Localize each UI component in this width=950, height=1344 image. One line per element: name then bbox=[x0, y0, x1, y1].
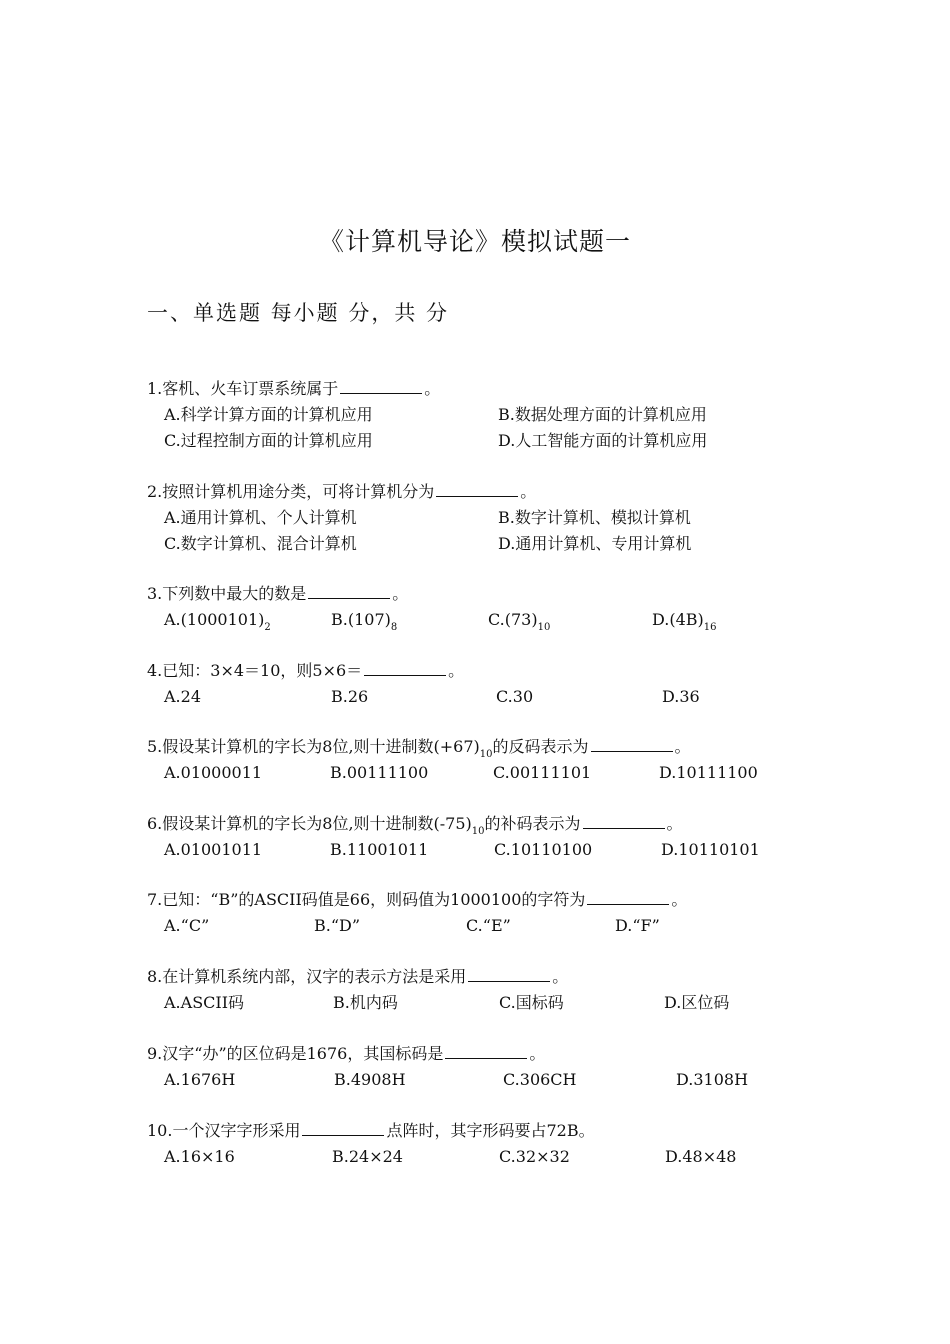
option-a[interactable]: A.16×16 bbox=[164, 1147, 235, 1166]
option-a[interactable]: A.01001011 bbox=[164, 840, 263, 859]
stem-text: 1.客机、火车订票系统属于 bbox=[147, 379, 339, 398]
answer-blank[interactable] bbox=[364, 658, 446, 676]
question-3 bbox=[147, 581, 827, 633]
question-5 bbox=[147, 734, 827, 786]
option-a[interactable]: A.ASCII码 bbox=[164, 993, 245, 1012]
answer-blank[interactable] bbox=[583, 811, 665, 829]
stem-end: 。 bbox=[674, 737, 691, 756]
question-stem bbox=[147, 479, 827, 505]
option-c[interactable]: C.32×32 bbox=[499, 1147, 570, 1166]
page-title: 《计算机导论》模拟试题一 bbox=[318, 227, 631, 256]
stem-end: 。 bbox=[552, 967, 569, 986]
option-a[interactable] bbox=[164, 607, 271, 633]
question-stem bbox=[147, 581, 827, 607]
stem-text: 8.在计算机系统内部，汉字的表示方法是采用 bbox=[147, 967, 467, 986]
base-subscript: 16 bbox=[703, 622, 717, 633]
stem-end: 。 bbox=[529, 1044, 546, 1063]
base-subscript: 2 bbox=[264, 622, 271, 633]
answer-blank[interactable] bbox=[445, 1041, 527, 1059]
answer-blank[interactable] bbox=[587, 887, 669, 905]
stem-text: 3.下列数中最大的数是 bbox=[147, 584, 307, 603]
answer-blank[interactable] bbox=[308, 581, 390, 599]
option-text: C.(73) bbox=[488, 610, 538, 629]
option-c[interactable]: C.00111101 bbox=[493, 763, 592, 782]
answer-blank[interactable] bbox=[591, 734, 673, 752]
option-c[interactable]: C.国标码 bbox=[499, 993, 564, 1012]
stem-text: 10.一个汉字字形采用 bbox=[147, 1121, 301, 1140]
answer-blank[interactable] bbox=[340, 376, 422, 394]
option-d[interactable]: D.10111100 bbox=[659, 763, 758, 782]
stem-text-tail: 的补码表示为 bbox=[484, 814, 581, 833]
question-stem bbox=[147, 658, 827, 684]
option-a[interactable]: A.1676H bbox=[164, 1070, 236, 1089]
option-b[interactable] bbox=[331, 607, 397, 633]
stem-text: 2.按照计算机用途分类，可将计算机分为 bbox=[147, 482, 435, 501]
base-subscript: 10 bbox=[479, 749, 493, 760]
option-d[interactable]: D.3108H bbox=[676, 1070, 749, 1089]
option-a[interactable]: A.01000011 bbox=[164, 763, 263, 782]
option-c[interactable]: C.数字计算机、混合计算机 bbox=[164, 534, 357, 553]
stem-text: 6.假设某计算机的字长为8位,则十进制数(-75) bbox=[147, 814, 472, 833]
option-d[interactable]: D.通用计算机、专用计算机 bbox=[498, 534, 692, 553]
option-a[interactable]: A.“C” bbox=[164, 916, 210, 935]
stem-text: 9.汉字“办”的区位码是1676，其国标码是 bbox=[147, 1044, 444, 1063]
answer-blank[interactable] bbox=[468, 964, 550, 982]
option-b[interactable]: B.00111100 bbox=[330, 763, 429, 782]
option-text: A.(1000101) bbox=[164, 610, 265, 629]
option-b[interactable]: B.“D” bbox=[314, 916, 361, 935]
option-d[interactable]: D.36 bbox=[662, 687, 700, 706]
stem-end: 。 bbox=[671, 890, 688, 909]
section-heading: 一、单选题 每小题 分，共 分 bbox=[147, 301, 450, 325]
option-b[interactable]: B.机内码 bbox=[333, 993, 398, 1012]
stem-text: 4.已知：3×4＝10，则5×6＝ bbox=[147, 661, 363, 680]
stem-text: 5.假设某计算机的字长为8位,则十进制数(+67) bbox=[147, 737, 480, 756]
option-b[interactable]: B.26 bbox=[331, 687, 369, 706]
option-c[interactable]: C.“E” bbox=[466, 916, 511, 935]
stem-text-tail: 的反码表示为 bbox=[492, 737, 589, 756]
option-c[interactable]: C.306CH bbox=[503, 1070, 577, 1089]
option-d[interactable]: D.人工智能方面的计算机应用 bbox=[498, 431, 708, 450]
stem-text: 7.已知：“B”的ASCII码值是66，则码值为1000100的字符为 bbox=[147, 890, 586, 909]
option-text: B.(107) bbox=[331, 610, 391, 629]
question-2 bbox=[147, 479, 827, 557]
option-d[interactable]: D.10110101 bbox=[661, 840, 760, 859]
question-stem bbox=[147, 1118, 827, 1144]
question-stem bbox=[147, 734, 827, 760]
question-stem bbox=[147, 1041, 827, 1067]
base-subscript: 8 bbox=[390, 622, 398, 633]
stem-end: 。 bbox=[424, 379, 441, 398]
option-c[interactable]: C.30 bbox=[496, 687, 534, 706]
option-b[interactable]: B.11001011 bbox=[330, 840, 429, 859]
option-c[interactable]: C.10110100 bbox=[494, 840, 593, 859]
question-1 bbox=[147, 376, 827, 454]
answer-blank[interactable] bbox=[436, 479, 518, 497]
stem-end: 。 bbox=[392, 584, 409, 603]
option-b[interactable]: B.数据处理方面的计算机应用 bbox=[498, 405, 707, 424]
question-10 bbox=[147, 1118, 827, 1170]
option-d[interactable]: D.“F” bbox=[615, 916, 660, 935]
question-stem bbox=[147, 887, 827, 913]
question-stem bbox=[147, 964, 827, 990]
option-c[interactable] bbox=[488, 607, 550, 633]
option-a[interactable]: A.科学计算方面的计算机应用 bbox=[164, 405, 373, 424]
question-stem bbox=[147, 376, 827, 402]
base-subscript: 10 bbox=[471, 826, 485, 837]
question-6 bbox=[147, 811, 827, 863]
stem-end: 点阵时，其字形码要占72B。 bbox=[386, 1121, 595, 1140]
question-4 bbox=[147, 658, 827, 710]
option-d[interactable] bbox=[652, 607, 717, 633]
answer-blank[interactable] bbox=[302, 1118, 384, 1136]
question-9 bbox=[147, 1041, 827, 1093]
base-subscript: 10 bbox=[537, 622, 551, 633]
stem-end: 。 bbox=[448, 661, 465, 680]
option-d[interactable]: D.区位码 bbox=[664, 993, 730, 1012]
option-c[interactable]: C.过程控制方面的计算机应用 bbox=[164, 431, 373, 450]
stem-end: 。 bbox=[520, 482, 537, 501]
option-b[interactable]: B.数字计算机、模拟计算机 bbox=[498, 508, 691, 527]
question-7 bbox=[147, 887, 827, 939]
option-b[interactable]: B.24×24 bbox=[332, 1147, 403, 1166]
option-a[interactable]: A.通用计算机、个人计算机 bbox=[164, 508, 357, 527]
stem-end: 。 bbox=[666, 814, 683, 833]
option-d[interactable]: D.48×48 bbox=[665, 1147, 737, 1166]
option-b[interactable]: B.4908H bbox=[334, 1070, 406, 1089]
question-stem bbox=[147, 811, 827, 837]
question-8 bbox=[147, 964, 827, 1016]
option-text: D.(4B) bbox=[652, 610, 704, 629]
option-a[interactable]: A.24 bbox=[164, 687, 201, 706]
